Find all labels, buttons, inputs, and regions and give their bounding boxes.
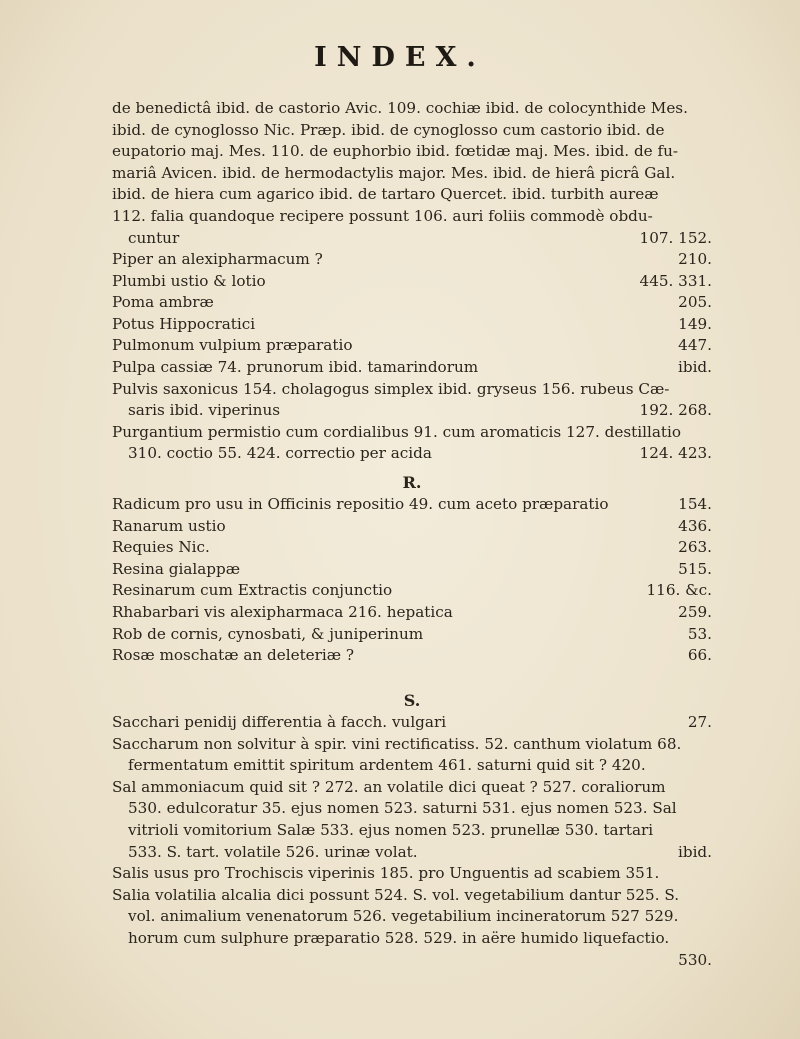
text-line: Purgantium permistio cum cordialibus 91. cum aromaticis 127. destillatio [112,422,681,441]
entry-text: cuntur [128,228,180,247]
entry-page: 66. [687,646,712,665]
entry-text: Potus Hippocratici [112,314,256,333]
entry-text: 533. S. tart. volatile 526. urinæ volat. [128,842,418,861]
entry-page: 259. [678,602,712,621]
entry-page: ibid. [678,842,712,861]
index-entry [112,624,712,646]
entry-text: 310. coctio 55. 424. correctio per acida [128,444,432,463]
entry-page: 263. [678,538,712,557]
index-entry [112,516,712,538]
index-entry [112,537,712,559]
text-line: horum cum sulphure præparatio 528. 529. in aëre humido liquefactio. [128,928,670,947]
index-entry [112,228,712,250]
text-line: mariâ Avicen. ibid. de hermodactylis major. Mes. ibid. de hierâ picrâ Gal. [112,163,676,182]
section-letter-r: R. [402,473,422,492]
entry-text: Ranarum ustio [112,516,226,535]
catchword: 530. [678,950,712,969]
index-entry [112,314,712,336]
entry-page: 447. [678,336,712,355]
entry-text: Plumbi ustio & lotio [112,271,266,290]
text-line: Salia volatilia alcalia dici possunt 524. S. vol. vegetabilium dantur 525. S. [112,885,680,904]
index-entry [112,842,712,864]
entry-text: Poma ambræ [112,293,214,312]
entry-text: Resina gialappæ [112,559,241,578]
entry-page: 445. 331. [639,271,712,290]
entry-text: Pulpa cassiæ 74. prunorum ibid. tamarindorum [112,357,479,376]
entry-page: 154. [678,495,712,513]
index-entry [112,494,712,516]
entry-page: 192. 268. [639,401,712,420]
index-entry [112,249,712,271]
entry-text: Requies Nic. [112,538,210,557]
entry-page: 210. [678,250,712,268]
entry-text: saris ibid. viperinus [128,401,281,420]
index-entry [112,580,712,602]
text-line: Saccharum non solvitur à spir. vini rectificatiss. 52. canthum violatum 68. [112,734,682,753]
text-line: Pulvis saxonicus 154. cholagogus simplex ibid. gryseus 156. rubeus Cæ- [112,379,670,398]
index-entry [112,559,712,581]
entry-text: Radicum pro usu in Officinis repositio 49. cum aceto præparatio [112,495,609,513]
text-line: ibid. de hiera cum agarico ibid. de tartaro Quercet. ibid. turbith aureæ [112,185,659,204]
top-paragraph [112,98,712,249]
text-line: vitrioli vomitorium Salæ 533. ejus nomen 523. prunellæ 530. tartari [128,820,654,839]
entry-text: Piper an alexipharmacum ? [112,250,323,268]
index-entry [112,335,712,357]
entry-page: 27. [687,713,712,731]
text-line: Salis usus pro Trochiscis viperinis 185. pro Unguentis ad scabiem 351. [112,864,660,883]
p-entries [112,249,712,465]
index-entry [112,400,712,422]
text-line: Sal ammoniacum quid sit ? 272. an volatile dici queat ? 527. coraliorum [112,777,666,796]
section-letter-s: S. [403,691,421,710]
entry-page: 107. 152. [639,228,712,247]
entry-page: 436. [678,516,712,535]
index-entry [112,712,712,734]
entry-text: Rob de cornis, cynosbati, & juniperinum [112,624,424,643]
entry-page: ibid. [678,357,712,376]
text-line: 112. falia quandoque recipere possunt 106. auri foliis commodè obdu- [112,206,653,225]
entry-text: Rosæ moschatæ an deleteriæ ? [112,646,355,665]
index-entry [112,443,712,465]
section-r [112,472,712,667]
text-line: vol. animalium venenatorum 526. vegetabilium incineratorum 527 529. [128,907,679,926]
text-line: eupatorio maj. Mes. 110. de euphorbio ibid. fœtidæ maj. Mes. ibid. de fu- [112,142,679,161]
entry-text: Rhabarbari vis alexipharmaca 216. hepatica [112,602,453,621]
text-line: 530. edulcoratur 35. ejus nomen 523. saturni 531. ejus nomen 523. Sal [128,799,677,818]
index-entry [112,271,712,293]
page-title: INDEX. [314,42,486,73]
entry-page: 205. [678,293,712,312]
entry-page: 124. 423. [639,444,712,463]
index-entry [112,645,712,667]
text-line: ibid. de cynoglosso Nic. Præp. ibid. de cynoglosso cum castorio ibid. de [112,120,665,139]
text-line: fermentatum emittit spiritum ardentem 461. saturni quid sit ? 420. [128,756,646,775]
entry-text: Resinarum cum Extractis conjunctio [112,581,393,600]
text-line: de benedictâ ibid. de castorio Avic. 109. cochiæ ibid. de colocynthide Mes. [112,99,688,117]
entry-text: Pulmonum vulpium præparatio [112,336,353,355]
entry-text: Sacchari penidij differentia à facch. vulgari [112,713,447,731]
index-entry [112,602,712,624]
entry-page: 116. &c. [646,581,712,600]
entry-page: 515. [678,559,712,578]
entry-page: 149. [678,314,712,333]
catchword-row [112,950,712,972]
index-entry [112,357,712,379]
section-s [112,690,712,971]
entry-page: 53. [687,624,712,643]
index-entry [112,292,712,314]
